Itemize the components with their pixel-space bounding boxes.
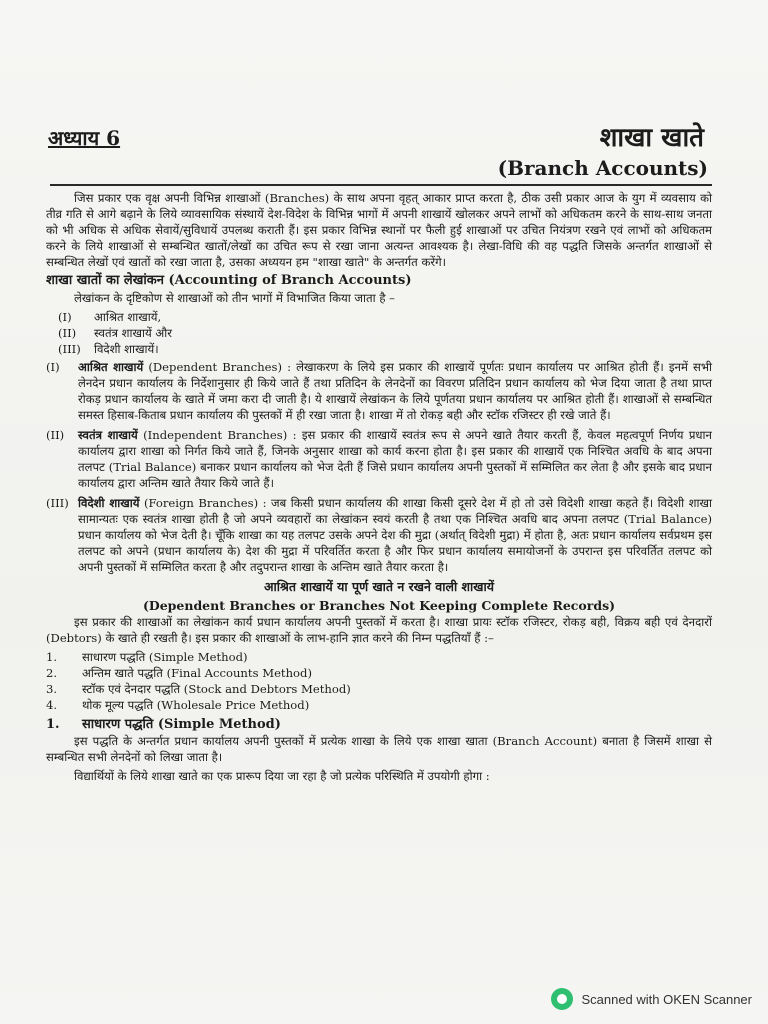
simple-method-paragraph: इस पद्धति के अन्तर्गत प्रधान कार्यालय अपनी पुस्तकों में प्रत्येक शाखा के लिये एक शाखा खाता (Branch Account) बनाता है जिसमें शाखा से सम्बन्धित सभी लेनदेनों को लिखा जाता है। [46,734,712,764]
list-item: (II) स्वतंत्र शाखायें और [58,326,173,340]
chapter-title-english: (Branch Accounts) [497,156,708,180]
independent-branches-para: (II) स्वतंत्र शाखायें (Independent Branches) : इस प्रकार की शाखायें स्वतंत्र रूप से अपने खाते तैयार करती हैं, केवल महत्वपूर्ण निर्णय प्रधान कार्यालय द्वारा शाखा को निर्गत किये जाते हैं, जिनके अनुसार शाखा को कार्य करना होता है। इस प्रकार की शाखायें एक निश्चित अवधि के बाद अपना तलपट (Trial Balance) बनाकर प्रधान कार्यालय को भेज देती हैं जिसे प्रधान कार्यालय अपनी पुस्तकों में सम्मिलित कर लेता है और इसके बाद प्रधान कार्यालय द्वारा अन्तिम खाते तैयार किये जाते हैं। [46,428,712,490]
list-item: 2. अन्तिम खाते पद्धति (Final Accounts Method) [46,666,312,680]
chapter-number: अध्याय 6 [48,126,121,150]
title-divider [50,184,712,186]
oken-scanner-logo-icon [551,988,573,1010]
section-heading-dependent-english: (Dependent Branches or Branches Not Keeping Complete Records) [142,598,616,613]
format-intro-paragraph: विद्यार्थियों के लिये शाखा खाते का एक प्रारूप दिया जा रहा है जो प्रत्येक परिस्थिति में उपयोगी होगा : [74,769,490,783]
list-item: (I) आश्रित शाखायें, [58,310,162,324]
dependent-branches-para: (I) आश्रित शाखायें (Dependent Branches) : लेखाकरण के लिये इस प्रकार की शाखायें पूर्णतः प्रधान कार्यालय पर आश्रित होती हैं। इनमें सभी लेनदेन प्रधान कार्यालय के निर्देशानुसार ही किये जाते हैं तथा प्रतिदिन के लेनदेनों का विवरण प्रतिदिन प्रधान कार्यालय को भेज दिया जाता है तथा प्राप्त रोकड़ प्रधान कार्यालय के खाते में जमा करा दी जाती है। ये शाखायें लेखांकन के लिये पूर्णतया प्रधान कार्यालय पर आश्रित होती हैं। शाखाओं से सम्बन्धित समस्त हिसाब-किताब प्रधान कार्यालय की पुस्तकों में ही रखा जाता है। शाखा में तो रोकड़ बही और स्टॉक रजिस्टर ही रखे जाते हैं। [46,360,712,422]
foreign-branches-para: (III) विदेशी शाखायें (Foreign Branches) : जब किसी प्रधान कार्यालय की शाखा किसी दूसरे देश में हो तो उसे विदेशी शाखा कहते हैं। विदेशी शाखा सामान्यतः एक स्वतंत्र शाखा होती है जो अपने व्यवहारों का लेखांकन स्वयं करती है तथा एक निश्चित अवधि बाद अपना तलपट (Trial Balance) प्रधान कार्यालय को भेज देती है। चूँकि शाखा का यह तलपट उसके अपने देश की मुद्रा (अर्थात् विदेशी मुद्रा) में होता है, अतः प्रधान कार्यालय सर्वप्रथम इस तलपट को अपने (प्रधान कार्यालय के) देश की मुद्रा में परिवर्तित करता है और फिर प्रधान कार्यालय समायोजनों के उपरान्त इस परिवर्तित तलपट को अपनी पुस्तकों में सम्मिलित करता है और तदुपरान्त शाखा के अन्तिम खाते तैयार करता है। [46,496,712,574]
term-title: आश्रित शाखायें [78,360,144,374]
section-heading-simple-method: 1. साधारण पद्धति (Simple Method) [46,717,281,732]
document-body [46,190,712,787]
intro-paragraph: जिस प्रकार एक वृक्ष अपनी विभिन्न शाखाओं (Branches) के साथ अपना वृहत् आकार प्राप्त करता है, ठीक उसी प्रकार आज के युग में व्यवसाय को तीव्र गति से आगे बढ़ाने के लिये व्यावसायिक संस्थायें देश-विदेश के विभिन्न भागों में अपनी शाखायें खोलकर अपने लाभों को अधिकतम करने के साथ-साथ जनता को भी अधिक से अधिक सेवायें/सुविधायें उपलब्ध कराती हैं। इस प्रकार विभिन्न स्थानों पर फैली हुई शाखाओं पर उचित नियंत्रण रखने एवं लाभों को अधिकतम करने के लिये शाखाओं से सम्बन्धित खातों/लेखों का उचित रूप से रखा जाना अत्यन्त आवश्यक है। लेखा-विधि की वह पद्धति जिसके अन्तर्गत शाखाओं से सम्बन्धित लेखों एवं खातों को रखा जाता है, उसका अध्ययन हम "शाखा खाते" के अन्तर्गत करेंगे। [46,191,712,269]
method-list [46,649,712,713]
chapter-title-hindi: शाखा खाते [599,123,704,153]
branch-type-list [46,309,712,357]
scanner-watermark-text: Scanned with OKEN Scanner [581,991,752,1007]
list-item: 1. साधारण पद्धति (Simple Method) [46,650,248,664]
section-heading-accounting: शाखा खातों का लेखांकन (Accounting of Branch Accounts) [46,273,412,288]
dependent-intro-paragraph: इस प्रकार की शाखाओं का लेखांकन कार्य प्रधान कार्यालय अपनी पुस्तकों में करता है। शाखा प्रायः स्टॉक रजिस्टर, रोकड़ बही, विक्रय बही एवं देनदारों (Debtors) के खाते ही रखती है। इस प्रकार की शाखाओं के लाभ-हानि ज्ञात करने की निम्न पद्धतियाँ हैं :– [46,615,712,645]
list-item: (III) विदेशी शाखायें। [58,342,159,356]
classification-lead: लेखांकन के दृष्टिकोण से शाखाओं को तीन भागों में विभाजित किया जाता है – [74,291,395,305]
list-item: 3. स्टॉक एवं देनदार पद्धति (Stock and Debtors Method) [46,682,351,696]
term-title: विदेशी शाखायें [78,496,140,510]
list-item: 4. थोक मूल्य पद्धति (Wholesale Price Method) [46,698,310,712]
section-heading-dependent-hindi: आश्रित शाखायें या पूर्ण खाते न रखने वाली शाखायें [263,579,495,594]
term-title: स्वतंत्र शाखायें [78,428,138,442]
scanner-watermark [551,988,752,1010]
